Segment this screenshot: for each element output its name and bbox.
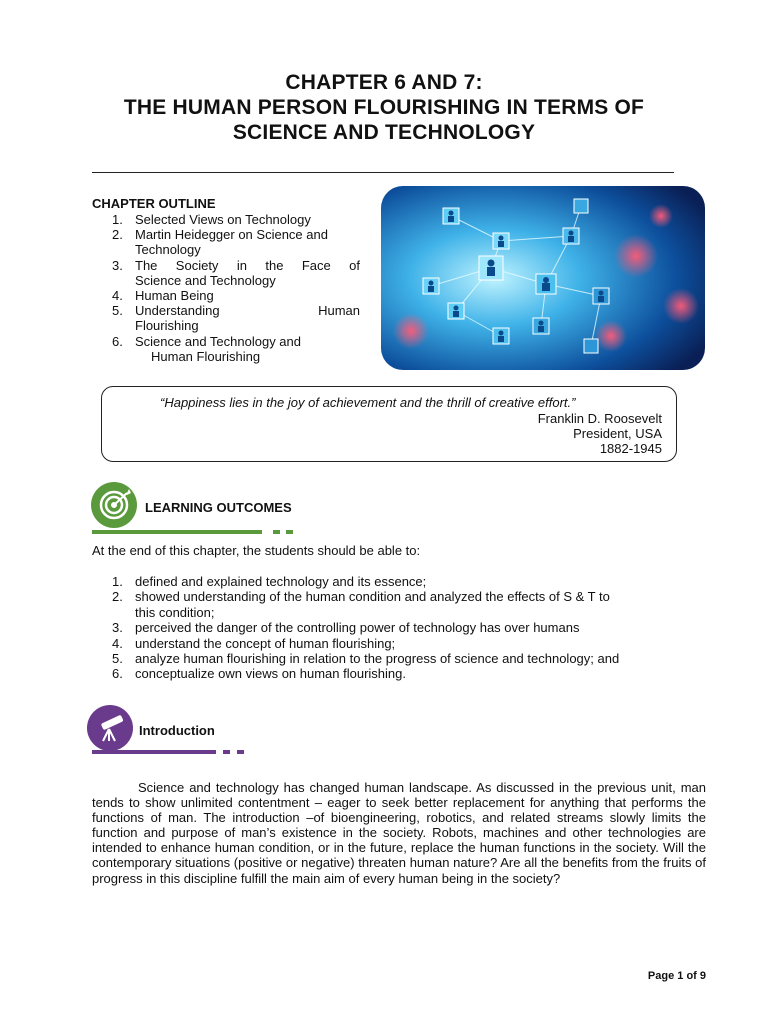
outcome-text: this condition; (135, 604, 215, 620)
quote-role: President, USA (573, 426, 662, 441)
outline-item-text: Human Being (135, 288, 214, 304)
outcome-number: 3. (112, 620, 123, 636)
outline-item-text: Science and Technology (135, 272, 276, 288)
outline-item-number: 2. (112, 227, 123, 243)
chapter-title-line-1: CHAPTER 6 AND 7: (285, 71, 483, 94)
outcome-text: understand the concept of human flourishing; (135, 635, 396, 651)
target-icon (91, 482, 137, 528)
telescope-icon (87, 705, 133, 751)
outline-item-number: 5. (112, 303, 123, 319)
outcome-item (112, 651, 692, 666)
quote-text: “Happiness lies in the joy of achievement and the thrill of creative effort.” (160, 395, 576, 410)
outline-item-number: 6. (112, 333, 123, 349)
learning-outcomes-underline-dash (273, 530, 280, 534)
outcome-text: analyze human flourishing in relation to the progress of science and technology; and (135, 651, 620, 667)
introduction-heading: Introduction (139, 723, 215, 738)
learning-outcomes-intro: At the end of this chapter, the students should be able to: (92, 543, 421, 558)
outcome-number: 5. (112, 651, 123, 667)
outline-item (112, 334, 360, 364)
outline-item (112, 258, 360, 288)
outline-item-number: 1. (112, 212, 123, 227)
chapter-outline-list (112, 212, 360, 364)
outcome-item (112, 589, 692, 620)
outcome-text: conceptualize own views on human flourishing. (135, 666, 406, 682)
outline-item-text: Selected Views on Technology (135, 212, 311, 227)
outline-item-number: 3. (112, 257, 123, 273)
outline-item (112, 303, 360, 333)
outline-item (112, 227, 360, 257)
introduction-underline-dash (237, 750, 244, 754)
chapter-outline-heading: CHAPTER OUTLINE (92, 196, 216, 211)
network-people-image (381, 186, 705, 370)
network-illustration (381, 186, 705, 370)
outline-item-text: Human Flourishing (151, 348, 261, 364)
outcome-text: showed understanding of the human condition and analyzed the effects of S & T to (135, 589, 610, 605)
outcome-number: 2. (112, 589, 123, 605)
page-number: Page 1 of 9 (647, 970, 706, 982)
outline-item-text: Science and Technology and (135, 333, 301, 349)
introduction-underline (92, 750, 216, 754)
chapter-title-line-3: SCIENCE AND TECHNOLOGY (232, 121, 536, 144)
outline-item-text: Martin Heidegger on Science and (135, 227, 328, 243)
outcome-item (112, 666, 692, 681)
title-divider (92, 172, 674, 173)
learning-outcomes-list (112, 574, 692, 682)
outcome-item (112, 574, 692, 589)
outline-item-text: Understanding Human (135, 303, 360, 319)
quote-attribution (538, 411, 662, 456)
learning-outcomes-underline-dash (286, 530, 293, 534)
outline-item (112, 288, 360, 303)
outline-item-text: Flourishing (135, 318, 199, 334)
introduction-paragraph: Science and technology has changed human landscape. As discussed in the previous unit, man tends to show unlimited contentment – eager to seek better replacement for anything that performs the functions of man. The introduction –of bioengineering, robotics, and related streams slowly limits the function and purpose of man’s existence in the society. Robots, machines and other technologies are intended to enhance human condition, or in the future, replace the human functions in the society. Will the contemporary situations (positive or negative) threaten human nature? Are all the benefits from the fruits of progress in this discipline fulfill the main aim of every human being in the society? (92, 780, 706, 886)
outcome-item (112, 620, 692, 635)
outline-item-text: Technology (135, 242, 201, 258)
outline-item (112, 212, 360, 227)
outcome-text: perceived the danger of the controlling power of technology has over humans (135, 620, 580, 636)
outcome-number: 1. (112, 574, 123, 589)
outcome-number: 4. (112, 635, 123, 651)
outline-item-text: The Society in the Face of (135, 257, 360, 273)
outcome-item (112, 636, 692, 651)
quote-box (101, 386, 677, 462)
learning-outcomes-heading: LEARNING OUTCOMES (145, 500, 292, 515)
outcome-text: defined and explained technology and its essence; (135, 574, 427, 589)
introduction-underline-dash (223, 750, 230, 754)
outcome-number: 6. (112, 666, 123, 682)
quote-author: Franklin D. Roosevelt (537, 411, 662, 426)
chapter-title-line-2: THE HUMAN PERSON FLOURISHING IN TERMS OF (123, 96, 645, 119)
quote-years: 1882-1945 (599, 441, 662, 456)
outline-item-number: 4. (112, 288, 123, 304)
learning-outcomes-underline (92, 530, 262, 534)
